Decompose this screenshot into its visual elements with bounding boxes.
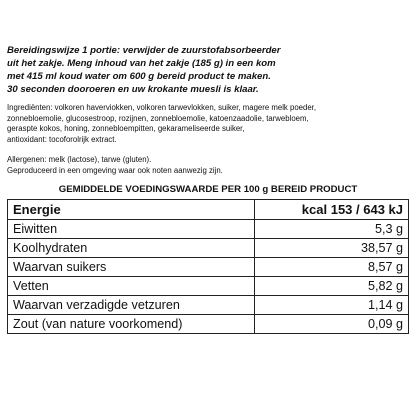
preparation-line: uit het zakje. Meng inhoud van het zakje (185 g) in een kom (7, 58, 276, 69)
allergen-line: Geproduceerd in een omgeving waar ook noten aanwezig zijn. (7, 165, 223, 175)
table-row (8, 314, 409, 333)
nutrient-label: Waarvan verzadigde vetzuren (8, 295, 255, 314)
nutrient-value: 5,82 g (255, 276, 409, 295)
nutrition-header-row (8, 199, 409, 219)
nutrient-value: 0,09 g (255, 314, 409, 333)
table-row (8, 219, 409, 238)
allergen-line: Allergenen: melk (lactose), tarwe (gluten). (7, 155, 152, 165)
nutrition-title: GEMIDDELDE VOEDINGSWAARDE PER 100 g BEREID PRODUCT (58, 183, 358, 195)
table-row (8, 276, 409, 295)
nutrient-value: 8,57 g (255, 257, 409, 276)
preparation-line: Bereidingswijze 1 portie: verwijder de zuurstofabsorbeerder (7, 45, 281, 56)
nutrient-value: 38,57 g (255, 238, 409, 257)
table-row (8, 295, 409, 314)
nutrient-value: 5,3 g (255, 219, 409, 238)
nutrient-label: Vetten (8, 276, 255, 295)
ingredients-line: zonnebloemolie, glucosestroop, rozijnen, zonnebloemolie, katoenzaadolie, tarwebloem, (7, 113, 309, 123)
energy-value: kcal 153 / 643 kJ (255, 199, 409, 219)
table-row (8, 238, 409, 257)
preparation-instructions (7, 44, 409, 96)
nutrient-value: 1,14 g (255, 295, 409, 314)
nutrient-label: Zout (van nature voorkomend) (8, 314, 255, 333)
preparation-line: 30 seconden dooroeren en uw krokante muesli is klaar. (7, 84, 259, 95)
ingredients-line: Ingrediënten: volkoren haverviokken, volkoren tarwevlokken, suiker, magere melk poeder, (7, 103, 317, 112)
nutrition-table (7, 199, 409, 334)
nutrient-label: Koolhydraten (8, 238, 255, 257)
ingredients-list (7, 103, 409, 145)
energy-label: Energie (8, 199, 255, 219)
nutrient-label: Eiwitten (8, 219, 255, 238)
label-panel (7, 44, 409, 334)
preparation-line: met 415 ml koud water om 600 g bereid product te maken. (7, 71, 271, 82)
ingredients-line: geraspte kokos, honing, zonnebloempitten, gekarameliseerde suiker, (7, 124, 245, 134)
allergen-info (7, 155, 409, 176)
nutrient-label: Waarvan suikers (8, 257, 255, 276)
ingredients-line: antioxidant: tocoforolrijk extract. (7, 134, 117, 144)
table-row (8, 257, 409, 276)
